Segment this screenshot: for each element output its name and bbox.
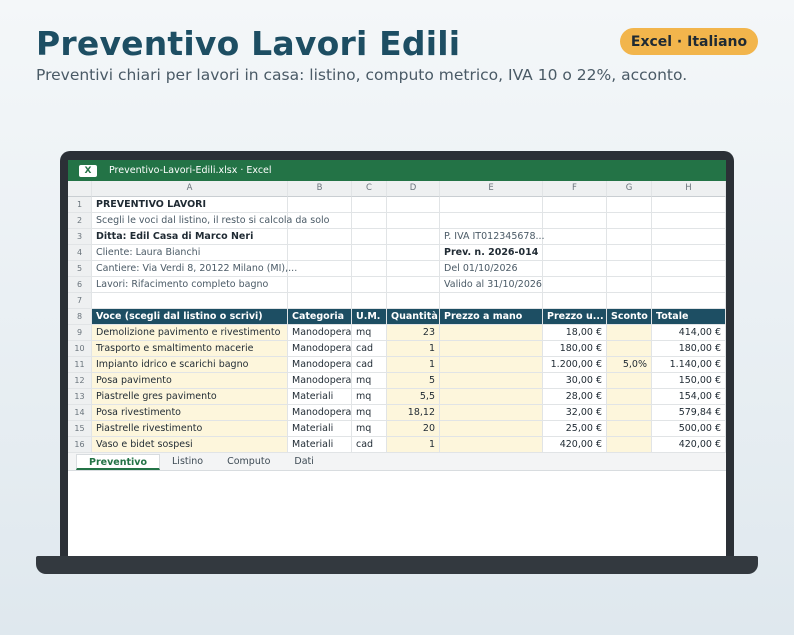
cell-quantita[interactable]: 1 [387, 341, 440, 357]
cell-totale[interactable]: 180,00 € [652, 341, 726, 357]
cell-d1[interactable] [387, 197, 440, 213]
cell-totale[interactable]: 420,00 € [652, 437, 726, 453]
header-prezzo-a-mano[interactable]: Prezzo a mano [440, 309, 543, 325]
cell-voce[interactable]: Piastrelle rivestimento [92, 421, 288, 437]
cell-h5[interactable] [652, 261, 726, 277]
cell-a5[interactable]: Cantiere: Via Verdi 8, 20122 Milano (MI),... [92, 261, 288, 277]
header-um[interactable]: U.M. [352, 309, 387, 325]
cell-voce[interactable]: Impianto idrico e scarichi bagno [92, 357, 288, 373]
tab-computo[interactable]: Computo [227, 456, 271, 467]
cell-d2[interactable] [387, 213, 440, 229]
row-number[interactable]: 2 [68, 213, 92, 229]
cell-e3[interactable]: P. IVA IT012345678... [440, 229, 543, 245]
row-number[interactable]: 16 [68, 437, 92, 453]
row-number[interactable]: 13 [68, 389, 92, 405]
row-number[interactable]: 1 [68, 197, 92, 213]
excel-icon: X [79, 165, 97, 177]
cell-totale[interactable]: 154,00 € [652, 389, 726, 405]
cell-b7[interactable] [288, 293, 352, 309]
cell-um[interactable]: mq [352, 325, 387, 341]
cell-categoria[interactable]: Manodopera [288, 373, 352, 389]
select-all-corner[interactable] [68, 181, 92, 197]
cell-b4[interactable] [288, 245, 352, 261]
cell-prezzo-a-mano[interactable] [440, 373, 543, 389]
cell-c6[interactable] [352, 277, 387, 293]
cell-a1[interactable]: PREVENTIVO LAVORI [92, 197, 288, 213]
cell-sconto[interactable] [607, 405, 652, 421]
cell-f4[interactable] [543, 245, 607, 261]
cell-totale[interactable]: 500,00 € [652, 421, 726, 437]
cell-c4[interactable] [352, 245, 387, 261]
cell-voce[interactable]: Vaso e bidet sospesi [92, 437, 288, 453]
cell-c1[interactable] [352, 197, 387, 213]
row-number[interactable]: 7 [68, 293, 92, 309]
cell-prezzo-a-mano[interactable] [440, 341, 543, 357]
cell-um[interactable]: cad [352, 357, 387, 373]
cell-b1[interactable] [288, 197, 352, 213]
cell-prezzo-unitario[interactable]: 25,00 € [543, 421, 607, 437]
cell-a6[interactable]: Lavori: Rifacimento completo bagno [92, 277, 288, 293]
cell-e5[interactable]: Del 01/10/2026 [440, 261, 543, 277]
cell-quantita[interactable]: 5 [387, 373, 440, 389]
cell-quantita[interactable]: 18,12 [387, 405, 440, 421]
cell-f6[interactable] [543, 277, 607, 293]
cell-quantita[interactable]: 23 [387, 325, 440, 341]
cell-f2[interactable] [543, 213, 607, 229]
cell-h3[interactable] [652, 229, 726, 245]
cell-g5[interactable] [607, 261, 652, 277]
cell-prezzo-a-mano[interactable] [440, 437, 543, 453]
column-header-g[interactable]: G [607, 181, 652, 197]
cell-prezzo-a-mano[interactable] [440, 325, 543, 341]
cell-g1[interactable] [607, 197, 652, 213]
row-number[interactable]: 6 [68, 277, 92, 293]
cell-c3[interactable] [352, 229, 387, 245]
header-quantita[interactable]: Quantità [387, 309, 440, 325]
excel-window [68, 160, 726, 556]
cell-b3[interactable] [288, 229, 352, 245]
cell-f3[interactable] [543, 229, 607, 245]
column-header-c[interactable]: C [352, 181, 387, 197]
row-number[interactable]: 4 [68, 245, 92, 261]
cell-d6[interactable] [387, 277, 440, 293]
cell-um[interactable]: mq [352, 389, 387, 405]
column-header-b[interactable]: B [288, 181, 352, 197]
cell-totale[interactable]: 150,00 € [652, 373, 726, 389]
cell-e7[interactable] [440, 293, 543, 309]
cell-prezzo-unitario[interactable]: 420,00 € [543, 437, 607, 453]
laptop-base [36, 556, 758, 574]
cell-prezzo-unitario[interactable]: 28,00 € [543, 389, 607, 405]
cell-e2[interactable] [440, 213, 543, 229]
cell-prezzo-unitario[interactable]: 1.200,00 € [543, 357, 607, 373]
cell-voce[interactable]: Posa pavimento [92, 373, 288, 389]
cell-categoria[interactable]: Materiali [288, 389, 352, 405]
header-categoria[interactable]: Categoria [288, 309, 352, 325]
cell-prezzo-a-mano[interactable] [440, 421, 543, 437]
cell-f5[interactable] [543, 261, 607, 277]
cell-categoria[interactable]: Manodopera [288, 341, 352, 357]
cell-prezzo-a-mano[interactable] [440, 405, 543, 421]
cell-um[interactable]: mq [352, 405, 387, 421]
cell-categoria[interactable]: Manodopera [288, 405, 352, 421]
row-number[interactable]: 3 [68, 229, 92, 245]
column-header-f[interactable]: F [543, 181, 607, 197]
cell-voce[interactable]: Piastrelle gres pavimento [92, 389, 288, 405]
cell-quantita[interactable]: 1 [387, 437, 440, 453]
cell-quantita[interactable]: 20 [387, 421, 440, 437]
cell-g4[interactable] [607, 245, 652, 261]
spreadsheet-grid[interactable] [68, 181, 726, 453]
cell-prezzo-unitario[interactable]: 18,00 € [543, 325, 607, 341]
cell-c2[interactable] [352, 213, 387, 229]
row-number[interactable]: 8 [68, 309, 92, 325]
cell-sconto[interactable] [607, 421, 652, 437]
cell-totale[interactable]: 1.140,00 € [652, 357, 726, 373]
cell-categoria[interactable]: Manodopera [288, 357, 352, 373]
cell-categoria[interactable]: Materiali [288, 421, 352, 437]
cell-e1[interactable] [440, 197, 543, 213]
cell-h7[interactable] [652, 293, 726, 309]
tab-listino[interactable]: Listino [172, 456, 204, 467]
cell-d5[interactable] [387, 261, 440, 277]
tab-dati[interactable]: Dati [294, 456, 314, 467]
cell-d3[interactable] [387, 229, 440, 245]
column-header-h[interactable]: H [652, 181, 726, 197]
cell-b6[interactable] [288, 277, 352, 293]
cell-totale[interactable]: 414,00 € [652, 325, 726, 341]
window-titlebar [68, 160, 726, 181]
cell-sconto[interactable]: 5,0% [607, 357, 652, 373]
cell-a3[interactable]: Ditta: Edil Casa di Marco Neri [92, 229, 288, 245]
cell-e6[interactable]: Valido al 31/10/2026 [440, 277, 543, 293]
cell-um[interactable]: mq [352, 421, 387, 437]
cell-voce[interactable]: Trasporto e smaltimento macerie [92, 341, 288, 357]
cell-um[interactable]: cad [352, 437, 387, 453]
cell-e4[interactable]: Prev. n. 2026-014 [440, 245, 543, 261]
cell-um[interactable]: cad [352, 341, 387, 357]
cell-h4[interactable] [652, 245, 726, 261]
cell-a4[interactable]: Cliente: Laura Bianchi [92, 245, 288, 261]
cell-f7[interactable] [543, 293, 607, 309]
cell-h2[interactable] [652, 213, 726, 229]
cell-sconto[interactable] [607, 341, 652, 357]
language-badge: Excel · Italiano [620, 28, 758, 55]
header-sconto[interactable]: Sconto [607, 309, 652, 325]
cell-d7[interactable] [387, 293, 440, 309]
cell-prezzo-unitario[interactable]: 30,00 € [543, 373, 607, 389]
cell-b5[interactable] [288, 261, 352, 277]
header-prezzo-unitario[interactable]: Prezzo u... [543, 309, 607, 325]
column-header-e[interactable]: E [440, 181, 543, 197]
cell-quantita[interactable]: 1 [387, 357, 440, 373]
row-number[interactable]: 15 [68, 421, 92, 437]
row-number[interactable]: 5 [68, 261, 92, 277]
column-header-d[interactable]: D [387, 181, 440, 197]
cell-b2[interactable] [288, 213, 352, 229]
cell-f1[interactable] [543, 197, 607, 213]
cell-totale[interactable]: 579,84 € [652, 405, 726, 421]
cell-c5[interactable] [352, 261, 387, 277]
cell-prezzo-unitario[interactable]: 32,00 € [543, 405, 607, 421]
header-voce[interactable]: Voce (scegli dal listino o scrivi) [92, 309, 288, 325]
cell-g3[interactable] [607, 229, 652, 245]
column-header-a[interactable]: A [92, 181, 288, 197]
cell-sconto[interactable] [607, 325, 652, 341]
tab-preventivo[interactable]: Preventivo [76, 454, 160, 470]
cell-voce[interactable]: Posa rivestimento [92, 405, 288, 421]
page-title: Preventivo Lavori Edili [36, 24, 461, 63]
row-number[interactable]: 10 [68, 341, 92, 357]
cell-h1[interactable] [652, 197, 726, 213]
window-title: Preventivo-Lavori-Edili.xlsx · Excel [109, 165, 272, 176]
cell-prezzo-a-mano[interactable] [440, 389, 543, 405]
cell-a2[interactable]: Scegli le voci dal listino, il resto si calcola da solo [92, 213, 288, 229]
cell-prezzo-unitario[interactable]: 180,00 € [543, 341, 607, 357]
cell-sconto[interactable] [607, 389, 652, 405]
cell-prezzo-a-mano[interactable] [440, 357, 543, 373]
cell-voce[interactable]: Demolizione pavimento e rivestimento [92, 325, 288, 341]
header-totale[interactable]: Totale [652, 309, 726, 325]
cell-d4[interactable] [387, 245, 440, 261]
cell-h6[interactable] [652, 277, 726, 293]
cell-g7[interactable] [607, 293, 652, 309]
cell-quantita[interactable]: 5,5 [387, 389, 440, 405]
cell-g2[interactable] [607, 213, 652, 229]
cell-c7[interactable] [352, 293, 387, 309]
cell-sconto[interactable] [607, 437, 652, 453]
row-number[interactable]: 14 [68, 405, 92, 421]
cell-g6[interactable] [607, 277, 652, 293]
cell-a7[interactable] [92, 293, 288, 309]
cell-sconto[interactable] [607, 373, 652, 389]
row-number[interactable]: 11 [68, 357, 92, 373]
cell-categoria[interactable]: Materiali [288, 437, 352, 453]
row-number[interactable]: 9 [68, 325, 92, 341]
sheet-tabs [68, 453, 726, 471]
cell-categoria[interactable]: Manodopera [288, 325, 352, 341]
row-number[interactable]: 12 [68, 373, 92, 389]
page-subtitle: Preventivi chiari per lavori in casa: listino, computo metrico, IVA 10 o 22%, acconto. [36, 66, 688, 84]
cell-um[interactable]: mq [352, 373, 387, 389]
